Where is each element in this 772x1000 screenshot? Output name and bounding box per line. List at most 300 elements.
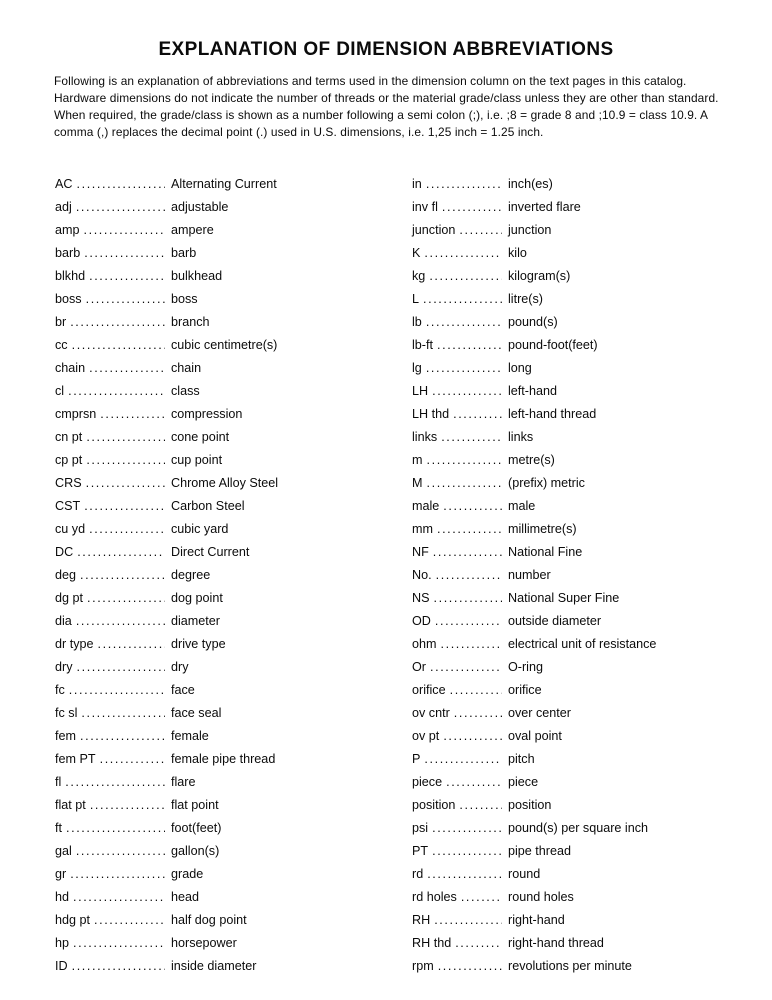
- abbr-leader: [412, 748, 508, 771]
- abbreviation-term: dg pt: [55, 591, 84, 605]
- abbreviation-row: [412, 426, 772, 449]
- abbr-leader: [412, 633, 508, 656]
- leader-dots: [72, 955, 165, 978]
- abbreviation-definition: foot(feet): [171, 821, 222, 835]
- abbreviation-term: in: [412, 177, 422, 191]
- abbr-leader: [412, 495, 508, 518]
- abbr-leader: [55, 886, 171, 909]
- abbreviation-definition: half dog point: [171, 913, 247, 927]
- abbreviation-row: [412, 794, 772, 817]
- abbreviation-definition: gallon(s): [171, 844, 220, 858]
- abbreviation-definition: inverted flare: [508, 200, 581, 214]
- abbr-leader: [55, 863, 171, 886]
- abbreviation-row: [55, 771, 412, 794]
- leader-dots: [100, 403, 165, 426]
- abbr-leader: [412, 725, 508, 748]
- abbreviation-row: [412, 403, 772, 426]
- leader-dots: [84, 219, 166, 242]
- abbreviation-term: RH thd: [412, 936, 452, 950]
- abbreviation-term: cl: [55, 384, 65, 398]
- abbr-leader: [55, 955, 171, 978]
- abbreviation-row: [412, 472, 772, 495]
- abbreviation-row: [412, 495, 772, 518]
- abbreviation-term: psi: [412, 821, 429, 835]
- abbreviation-term: fl: [55, 775, 62, 789]
- abbr-leader: [55, 702, 171, 725]
- abbreviation-row: [55, 564, 412, 587]
- abbreviation-term: cp pt: [55, 453, 83, 467]
- abbreviation-term: gal: [55, 844, 72, 858]
- abbreviation-definition: diameter: [171, 614, 220, 628]
- leader-dots: [435, 610, 502, 633]
- abbreviation-row: [55, 794, 412, 817]
- abbreviation-definition: O-ring: [508, 660, 543, 674]
- abbreviation-row: [412, 311, 772, 334]
- abbr-leader: [412, 909, 508, 932]
- abbreviation-term: lb-ft: [412, 338, 433, 352]
- leader-dots: [441, 426, 502, 449]
- abbreviation-term: fem PT: [55, 752, 96, 766]
- abbreviation-row: [412, 725, 772, 748]
- abbr-leader: [55, 173, 171, 196]
- abbreviation-row: [55, 265, 412, 288]
- abbr-leader: [412, 518, 508, 541]
- abbreviation-definition: inch(es): [508, 177, 553, 191]
- abbreviation-definition: female: [171, 729, 209, 743]
- abbreviation-row: [412, 380, 772, 403]
- abbr-leader: [412, 334, 508, 357]
- leader-dots: [86, 449, 165, 472]
- abbr-leader: [412, 817, 508, 840]
- abbreviation-term: K: [412, 246, 421, 260]
- abbreviation-term: lb: [412, 315, 422, 329]
- abbreviation-row: [412, 219, 772, 242]
- abbreviation-definition: flat point: [171, 798, 219, 812]
- abbreviation-term: ohm: [412, 637, 437, 651]
- leader-dots: [424, 748, 502, 771]
- leader-dots: [438, 955, 502, 978]
- abbreviation-row: [412, 679, 772, 702]
- abbr-leader: [55, 242, 171, 265]
- abbreviation-column-left: [55, 173, 412, 978]
- abbreviation-row: [55, 702, 412, 725]
- leader-dots: [461, 886, 502, 909]
- abbreviation-row: [55, 242, 412, 265]
- abbreviation-term: No.: [412, 568, 432, 582]
- abbreviation-definition: male: [508, 499, 536, 513]
- abbreviation-term: Or: [412, 660, 426, 674]
- abbreviation-row: [412, 771, 772, 794]
- leader-dots: [427, 863, 502, 886]
- leader-dots: [77, 541, 165, 564]
- abbreviation-row: [55, 472, 412, 495]
- abbreviation-term: br: [55, 315, 67, 329]
- abbreviation-term: OD: [412, 614, 431, 628]
- abbreviation-definition: outside diameter: [508, 614, 602, 628]
- abbreviation-definition: over center: [508, 706, 571, 720]
- abbr-leader: [55, 679, 171, 702]
- abbreviation-row: [55, 863, 412, 886]
- leader-dots: [86, 288, 165, 311]
- abbreviation-definition: long: [508, 361, 532, 375]
- abbreviation-term: male: [412, 499, 440, 513]
- abbreviation-row: [55, 909, 412, 932]
- abbreviation-definition: ampere: [171, 223, 214, 237]
- abbreviation-definition: position: [508, 798, 552, 812]
- abbr-leader: [412, 265, 508, 288]
- abbreviation-definition: pound-foot(feet): [508, 338, 598, 352]
- leader-dots: [68, 380, 165, 403]
- abbr-leader: [55, 472, 171, 495]
- abbr-leader: [412, 449, 508, 472]
- abbreviation-term: orifice: [412, 683, 446, 697]
- abbreviation-term: inv fl: [412, 200, 438, 214]
- abbreviation-row: [412, 840, 772, 863]
- leader-dots: [77, 173, 166, 196]
- abbreviation-row: [55, 426, 412, 449]
- abbreviation-term: RH: [412, 913, 431, 927]
- leader-dots: [426, 173, 502, 196]
- abbreviation-definition: millimetre(s): [508, 522, 577, 536]
- abbr-leader: [412, 656, 508, 679]
- abbreviation-row: [55, 725, 412, 748]
- leader-dots: [426, 311, 502, 334]
- abbreviation-term: lg: [412, 361, 422, 375]
- abbreviation-definition: class: [171, 384, 200, 398]
- abbreviation-definition: horsepower: [171, 936, 237, 950]
- leader-dots: [80, 564, 165, 587]
- abbreviation-definition: right-hand: [508, 913, 565, 927]
- leader-dots: [424, 242, 502, 265]
- abbr-leader: [55, 403, 171, 426]
- abbr-leader: [55, 196, 171, 219]
- abbreviation-row: [55, 610, 412, 633]
- abbreviation-row: [55, 495, 412, 518]
- abbreviation-definition: round: [508, 867, 541, 881]
- abbr-leader: [412, 357, 508, 380]
- abbreviation-definition: left-hand thread: [508, 407, 597, 421]
- leader-dots: [65, 771, 165, 794]
- leader-dots: [432, 840, 502, 863]
- abbreviation-definition: cubic yard: [171, 522, 229, 536]
- leader-dots: [86, 426, 165, 449]
- abbreviation-row: [55, 311, 412, 334]
- abbreviation-row: [55, 656, 412, 679]
- abbr-leader: [55, 610, 171, 633]
- abbr-leader: [55, 380, 171, 403]
- abbreviation-term: links: [412, 430, 438, 444]
- intro-paragraph: Following is an explanation of abbreviations and terms used in the dimension column on the text pages in this catalog. Hardware dimensions do not indicate the number of threads or the material grade/class unless they are other than standard. When required, the grade/class is shown as a number following a semi colon (;), i.e. ;8 = grade 8 and ;10.9 = class 10.9. A comma (,) replaces the decimal point (.) used in U.S. dimensions, i.e. 1,25 inch = 1.25 inch.: [54, 74, 719, 139]
- abbreviation-term: P: [412, 752, 421, 766]
- leader-dots: [72, 334, 165, 357]
- abbr-leader: [412, 311, 508, 334]
- abbr-leader: [412, 380, 508, 403]
- leader-dots: [441, 633, 503, 656]
- abbr-leader: [412, 173, 508, 196]
- leader-dots: [73, 886, 165, 909]
- abbreviation-definition: head: [171, 890, 200, 904]
- abbreviation-row: [55, 449, 412, 472]
- leader-dots: [76, 840, 165, 863]
- abbr-leader: [412, 840, 508, 863]
- leader-dots: [84, 495, 165, 518]
- abbr-leader: [412, 794, 508, 817]
- abbreviation-term: L: [412, 292, 420, 306]
- abbreviation-definition: Chrome Alloy Steel: [171, 476, 279, 490]
- leader-dots: [77, 656, 166, 679]
- abbreviation-row: [412, 242, 772, 265]
- abbr-leader: [412, 426, 508, 449]
- abbreviation-term: barb: [55, 246, 81, 260]
- abbreviation-definition: drive type: [171, 637, 226, 651]
- leader-dots: [90, 794, 165, 817]
- abbreviation-definition: dog point: [171, 591, 223, 605]
- abbr-leader: [55, 495, 171, 518]
- abbreviation-definition: flare: [171, 775, 196, 789]
- leader-dots: [442, 196, 502, 219]
- leader-dots: [80, 725, 165, 748]
- abbreviation-row: [412, 265, 772, 288]
- abbr-leader: [55, 932, 171, 955]
- abbr-leader: [55, 541, 171, 564]
- abbreviation-term: LH thd: [412, 407, 450, 421]
- abbr-leader: [412, 541, 508, 564]
- leader-dots: [76, 610, 165, 633]
- leader-dots: [81, 702, 165, 725]
- abbreviation-definition: cup point: [171, 453, 223, 467]
- abbreviation-definition: junction: [508, 223, 552, 237]
- abbr-leader: [412, 702, 508, 725]
- abbr-leader: [412, 587, 508, 610]
- leader-dots: [423, 288, 502, 311]
- abbreviation-definition: cubic centimetre(s): [171, 338, 278, 352]
- abbr-leader: [412, 403, 508, 426]
- leader-dots: [426, 357, 502, 380]
- abbreviation-row: [412, 196, 772, 219]
- abbreviation-row: [55, 173, 412, 196]
- abbr-leader: [55, 840, 171, 863]
- abbreviation-term: hdg pt: [55, 913, 91, 927]
- abbreviation-row: [55, 817, 412, 840]
- leader-dots: [450, 679, 502, 702]
- abbreviation-definition: Alternating Current: [171, 177, 277, 191]
- abbreviation-term: hd: [55, 890, 70, 904]
- leader-dots: [437, 334, 502, 357]
- abbreviation-definition: female pipe thread: [171, 752, 276, 766]
- abbreviation-definition: pound(s): [508, 315, 558, 329]
- leader-dots: [94, 909, 165, 932]
- abbreviation-row: [412, 449, 772, 472]
- abbreviation-definition: orifice: [508, 683, 542, 697]
- abbreviation-definition: Direct Current: [171, 545, 250, 559]
- leader-dots: [70, 863, 165, 886]
- abbreviation-term: AC: [55, 177, 73, 191]
- abbreviation-definition: electrical unit of resistance: [508, 637, 657, 651]
- abbreviation-term: NS: [412, 591, 430, 605]
- abbreviation-definition: kilogram(s): [508, 269, 571, 283]
- abbreviation-term: ov cntr: [412, 706, 450, 720]
- leader-dots: [432, 380, 502, 403]
- abbreviation-row: [412, 518, 772, 541]
- abbreviation-row: [412, 886, 772, 909]
- leader-dots: [89, 265, 165, 288]
- abbr-leader: [55, 748, 171, 771]
- abbreviation-term: flat pt: [55, 798, 86, 812]
- abbreviation-row: [55, 288, 412, 311]
- abbreviation-row: [412, 357, 772, 380]
- leader-dots: [433, 541, 502, 564]
- abbreviation-row: [55, 955, 412, 978]
- abbr-leader: [55, 449, 171, 472]
- abbr-leader: [55, 725, 171, 748]
- abbreviation-row: [412, 817, 772, 840]
- abbreviation-row: [412, 633, 772, 656]
- abbreviation-term: chain: [55, 361, 86, 375]
- leader-dots: [437, 518, 502, 541]
- abbreviation-term: cn pt: [55, 430, 83, 444]
- leader-dots: [434, 587, 503, 610]
- leader-dots: [443, 725, 502, 748]
- abbreviation-definition: round holes: [508, 890, 574, 904]
- abbreviation-definition: oval point: [508, 729, 562, 743]
- abbr-leader: [55, 817, 171, 840]
- abbreviation-row: [412, 656, 772, 679]
- abbreviation-term: CRS: [55, 476, 82, 490]
- abbr-leader: [55, 357, 171, 380]
- abbr-leader: [412, 196, 508, 219]
- abbr-leader: [412, 219, 508, 242]
- abbreviation-definition: chain: [171, 361, 202, 375]
- abbr-leader: [55, 633, 171, 656]
- abbreviation-row: [412, 863, 772, 886]
- abbreviation-definition: compression: [171, 407, 243, 421]
- leader-dots: [436, 564, 502, 587]
- abbr-leader: [412, 242, 508, 265]
- leader-dots: [443, 495, 502, 518]
- abbreviation-row: [55, 357, 412, 380]
- abbreviation-definition: metre(s): [508, 453, 555, 467]
- abbreviation-row: [412, 564, 772, 587]
- abbreviation-row: [55, 840, 412, 863]
- abbreviation-term: dr type: [55, 637, 94, 651]
- abbreviation-term: cu yd: [55, 522, 86, 536]
- abbr-leader: [412, 932, 508, 955]
- abbr-leader: [412, 771, 508, 794]
- leader-dots: [87, 587, 165, 610]
- abbreviation-row: [412, 909, 772, 932]
- abbreviation-term: fc: [55, 683, 65, 697]
- abbreviation-row: [412, 702, 772, 725]
- abbr-leader: [55, 587, 171, 610]
- abbreviation-column-right: [412, 173, 772, 978]
- abbreviation-definition: dry: [171, 660, 189, 674]
- abbreviation-definition: face seal: [171, 706, 222, 720]
- abbreviation-row: [55, 587, 412, 610]
- abbreviation-term: cc: [55, 338, 68, 352]
- abbreviation-term: boss: [55, 292, 82, 306]
- abbreviation-definition: inside diameter: [171, 959, 257, 973]
- leader-dots: [98, 633, 165, 656]
- abbreviation-row: [55, 219, 412, 242]
- abbreviation-row: [412, 955, 772, 978]
- abbreviation-row: [412, 932, 772, 955]
- abbr-leader: [412, 472, 508, 495]
- abbreviation-term: rpm: [412, 959, 434, 973]
- abbreviation-definition: branch: [171, 315, 210, 329]
- abbreviation-definition: cone point: [171, 430, 230, 444]
- abbreviation-definition: adjustable: [171, 200, 229, 214]
- abbreviation-term: dia: [55, 614, 72, 628]
- abbreviation-definition: pitch: [508, 752, 535, 766]
- abbr-leader: [55, 334, 171, 357]
- abbr-leader: [55, 219, 171, 242]
- abbr-leader: [55, 909, 171, 932]
- abbreviation-row: [55, 196, 412, 219]
- leader-dots: [70, 311, 165, 334]
- abbreviation-term: rd: [412, 867, 424, 881]
- abbreviation-row: [412, 587, 772, 610]
- abbreviation-definition: degree: [171, 568, 211, 582]
- abbreviation-term: NF: [412, 545, 429, 559]
- abbreviation-term: m: [412, 453, 423, 467]
- abbreviation-row: [412, 173, 772, 196]
- abbreviation-row: [55, 541, 412, 564]
- leader-dots: [89, 518, 165, 541]
- abbreviation-definition: piece: [508, 775, 539, 789]
- abbreviation-term: piece: [412, 775, 443, 789]
- abbreviation-term: ID: [55, 959, 68, 973]
- leader-dots: [73, 932, 165, 955]
- abbr-leader: [412, 288, 508, 311]
- abbr-leader: [412, 863, 508, 886]
- abbreviation-term: gr: [55, 867, 67, 881]
- abbreviation-definition: Carbon Steel: [171, 499, 245, 513]
- abbreviation-term: PT: [412, 844, 429, 858]
- abbreviation-definition: links: [508, 430, 534, 444]
- abbreviation-definition: number: [508, 568, 551, 582]
- abbr-leader: [55, 564, 171, 587]
- abbreviation-row: [55, 633, 412, 656]
- abbreviation-row: [412, 541, 772, 564]
- leader-dots: [432, 817, 502, 840]
- abbreviation-definition: pipe thread: [508, 844, 572, 858]
- abbreviation-definition: barb: [171, 246, 197, 260]
- abbreviation-term: dry: [55, 660, 73, 674]
- abbreviation-term: deg: [55, 568, 77, 582]
- abbreviation-term: amp: [55, 223, 80, 237]
- leader-dots: [86, 472, 165, 495]
- leader-dots: [427, 472, 503, 495]
- abbreviation-term: DC: [55, 545, 74, 559]
- abbreviation-list: [55, 173, 772, 978]
- abbreviation-row: [55, 886, 412, 909]
- abbr-leader: [412, 679, 508, 702]
- abbreviation-term: ov pt: [412, 729, 440, 743]
- leader-dots: [84, 242, 165, 265]
- abbreviation-row: [412, 334, 772, 357]
- page-title: EXPLANATION OF DIMENSION ABBREVIATIONS: [158, 39, 614, 60]
- abbr-leader: [412, 564, 508, 587]
- abbreviation-term: ft: [55, 821, 62, 835]
- abbreviation-term: hp: [55, 936, 70, 950]
- leader-dots: [66, 817, 165, 840]
- leader-dots: [459, 219, 502, 242]
- abbreviation-term: mm: [412, 522, 433, 536]
- abbreviation-definition: pound(s) per square inch: [508, 821, 649, 835]
- abbreviation-term: cmprsn: [55, 407, 97, 421]
- abbreviation-definition: (prefix) metric: [508, 476, 585, 490]
- abbr-leader: [55, 426, 171, 449]
